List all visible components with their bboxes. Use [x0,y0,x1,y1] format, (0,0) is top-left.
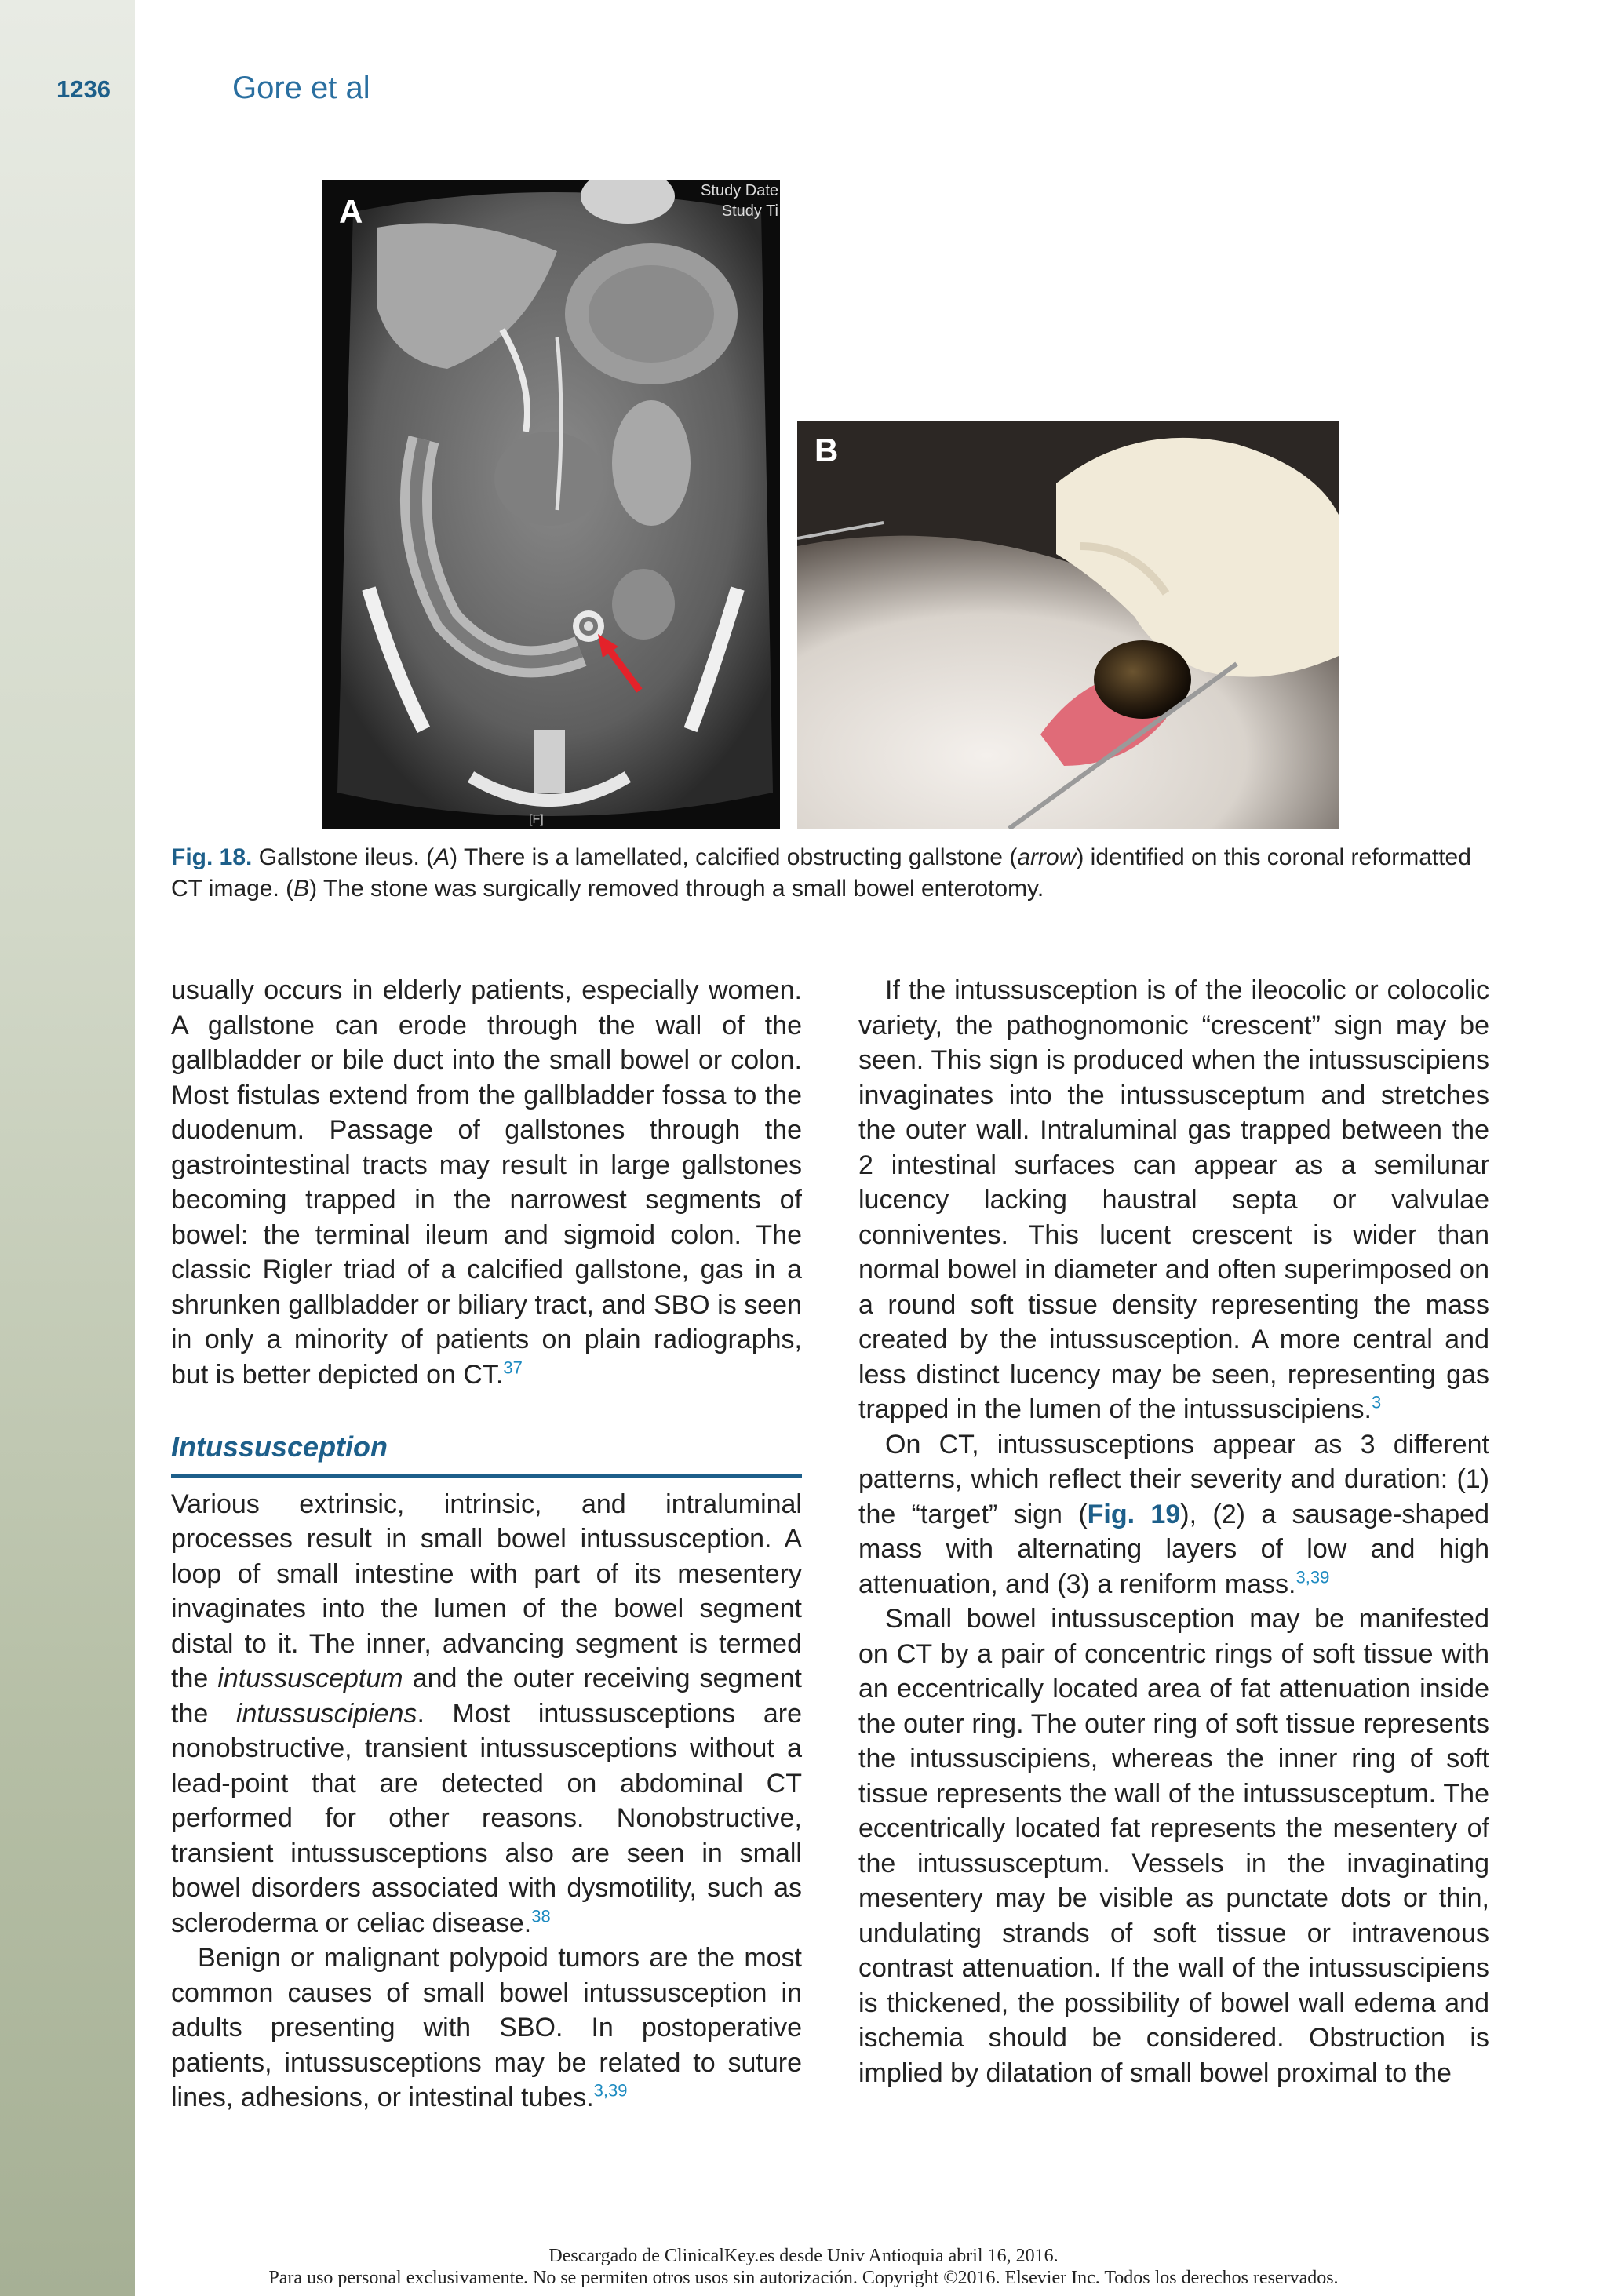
reference-link[interactable]: 38 [531,1906,551,1926]
paragraph [858,973,1489,1427]
paragraph [171,1487,802,1941]
paragraph [858,1602,1489,2090]
reference-link[interactable]: 37 [503,1358,523,1378]
figure-title: Gallstone ileus. [258,844,420,870]
paragraph [858,1427,1489,1602]
ct-overlay-line: Study Date [701,182,778,199]
copyright-notice: Para uso personal exclusivamente. No se permiten otros usos sin autorización. Copyright ©2016. Elsevier Inc. Todos los derechos reservados. [268,2268,1339,2288]
paragraph-text: ), (2) a sausage-shaped mass with alternating layers of low and high attenuation, and (3) a reniform mass. [858,1499,1490,1599]
paragraph-text: On CT, intussusceptions appear as 3 different patterns, which reflect their severity and duration: (1) the “target” sign ( [858,1429,1489,1529]
caption-text: ) The stone was surgically removed through a small bowel enterotomy. [309,876,1044,902]
surgical-photo-illustration [797,421,1339,829]
figure-caption: Fig. 18. Gallstone ileus. (A) There is a lamellated, calcified obstructing gallstone (arrow) identified on this coronal reformatted CT image. (B) The stone was surgically removed through a small bowel enterotomy. [171,844,1471,902]
caption-text: ) identified on this coronal reformatted CT image. ( [171,844,1471,902]
paragraph-text: If the intussusception is of the ileocolic or colocolic variety, the pathognomonic “crescent” sign may be seen. This sign is produced when the intussuscipiens invaginates into the intussusceptum and stretches the outer wall. Intraluminal gas trapped between the 2 intestinal surfaces can appear as a semilunar lucency lacking haustral septa or valvulae conniventes. This lucent crescent is wider than normal bowel in diameter and often superimposed on a round soft tissue density representing the mass created by the intussusception. A more central and less distinct lucency may be seen, representing gas trapped in the lumen of the intussuscipiens. [858,975,1489,1424]
panel-b-label: B [814,432,839,468]
ct-scan-illustration [322,180,780,829]
paragraph-text: and the outer receiving segment the [171,1664,802,1729]
section-heading: Intussusception [171,1430,802,1478]
caption-panel-ref: A [434,844,450,870]
figure-panel-a-ct-image [322,180,780,829]
figure-label: Fig. 18. [171,844,253,870]
italic-term: intussusceptum [217,1664,403,1693]
figure-panel-b-surgical-photo [797,421,1339,829]
caption-arrow-word: arrow [1017,844,1077,870]
ct-overlay-line: Study Ti [721,202,778,220]
page-margin-band [0,0,135,2296]
paragraph [171,973,802,1392]
italic-term: intussuscipiens [235,1698,417,1729]
page-number: 1236 [56,75,111,103]
paragraph-text: usually occurs in elderly patients, especially women. A gallstone can erode through the wall of the gallbladder or bile duct into the small bowel or colon. Most fistulas extend from the gallbladder fossa to the duodenum. Passage of gallstones through the gastrointestinal tracts may result in large gallstones becoming trapped in the narrowest segments of bowel: the terminal ileum and sigmoid colon. The classic Rigler triad of a calcified gallstone, gas in a shrunken gallbladder or biliary tract, and SBO is seen in only a minority of patients on plain radiographs, but is better depicted on CT. [171,975,802,1390]
running-head: Gore et al [232,71,370,105]
left-column [171,973,802,2116]
paragraph-text: . Most intussusceptions are nonobstructive, transient intussusceptions without a lead-point that are detected on abdominal CT performed for other reasons. Nonobstructive, transient intussusceptions also are seen in small bowel disorders associated with dysmotility, such as scleroderma or celiac disease. [171,1698,802,1938]
panel-a-label: A [339,193,363,230]
paragraph-text: Small bowel intussusception may be manifested on CT by a pair of concentric rings of soft tissue with an eccentrically located area of fat attenuation inside the outer ring. The outer ring of soft tissue represents the intussuscipiens, whereas the inner ring of soft tissue represents the wall of the intussusceptum. The eccentrically located fat represents the mesentery of the intussusceptum. Vessels in the invaginating mesentery may be visible as punctate dots or thin, undulating strands of soft tissue or intravenous contrast attenuation. If the wall of the intussuscipiens is thickened, the possibility of bowel wall edema and ischemia should be considered. Obstruction is implied by dilatation of small bowel proximal to the [858,1604,1489,2088]
caption-panel-ref: B [293,876,310,902]
reference-link[interactable]: 3,39 [593,2080,628,2101]
paragraph-text: Various extrinsic, intrinsic, and intraluminal processes result in small bowel intussusception. A loop of small intestine with part of its mesentery invaginates into the lumen of the bowel segment distal to it. The inner, advancing segment is termed the [171,1489,802,1693]
ct-overlay-text [701,180,780,221]
paragraph [171,1941,802,2116]
reference-link[interactable]: 3 [1371,1392,1382,1412]
reference-link[interactable]: 3,39 [1295,1567,1330,1587]
paragraph-text: Benign or malignant polypoid tumors are the most common causes of small bowel intussusception in adults presenting with SBO. In postoperative patients, intussusceptions may be related to suture lines, adhesions, or intestinal tubes. [171,1943,802,2112]
download-notice: Descargado de ClinicalKey.es desde Univ Antioquia abril 16, 2016. [548,2246,1059,2266]
figure-reference-link[interactable]: Fig. 19 [1087,1499,1181,1529]
caption-text: There is a lamellated, calcified obstructing gallstone ( [463,844,1018,870]
right-column [858,973,1489,2090]
ct-footer-mark: [F] [529,813,544,826]
